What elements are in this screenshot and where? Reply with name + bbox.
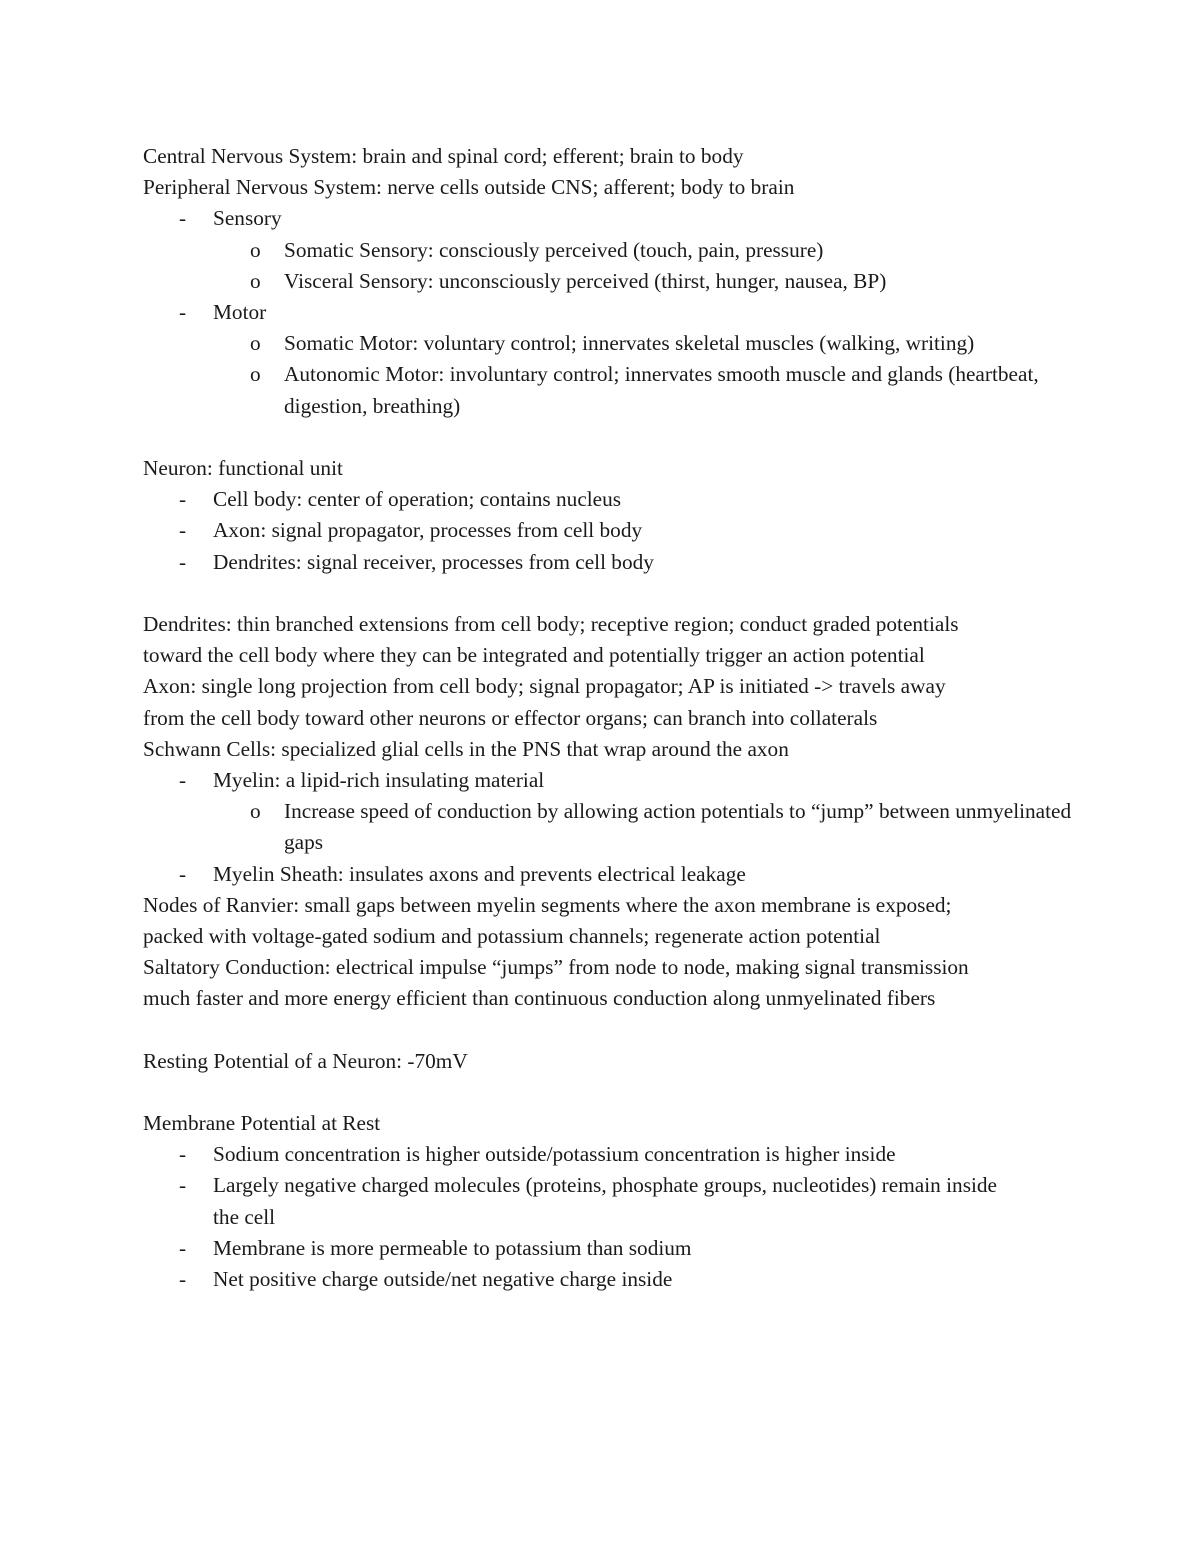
list-item-visceral-sensory xyxy=(143,266,1083,297)
list-item-somatic-sensory xyxy=(143,235,1083,266)
schwann-cells-definition: Schwann Cells: specialized glial cells in the PNS that wrap around the axon xyxy=(143,736,789,761)
circle-bullet: o xyxy=(250,331,261,356)
nodes-of-ranvier-line-1: Nodes of Ranvier: small gaps between myelin segments where the axon membrane is exposed; xyxy=(143,892,952,917)
list-item-text: Cell body: center of operation; contains nucleus xyxy=(213,487,622,512)
resting-potential: Resting Potential of a Neuron: -70mV xyxy=(143,1048,468,1073)
list-item-text: Dendrites: signal receiver, processes from cell body xyxy=(213,549,654,574)
dash-bullet: - xyxy=(179,767,187,792)
list-item-text: Sensory xyxy=(213,206,282,231)
neuron-heading: Neuron: functional unit xyxy=(143,455,343,480)
dash-bullet: - xyxy=(179,487,187,512)
list-item-text: Axon: signal propagator, processes from cell body xyxy=(213,518,643,543)
pns-definition: Peripheral Nervous System: nerve cells outside CNS; afferent; body to brain xyxy=(143,175,795,200)
list-item-text: Somatic Sensory: consciously perceived (touch, pain, pressure) xyxy=(284,237,824,262)
list-item-text: Increase speed of conduction by allowing action potentials to “jump” between unmyelinated gaps xyxy=(284,799,1072,855)
membrane-potential-heading: Membrane Potential at Rest xyxy=(143,1111,381,1136)
list-item-text: Autonomic Motor: involuntary control; innervates smooth muscle and glands (heartbeat, digestion, breathing) xyxy=(284,362,1039,418)
list-item-permeability xyxy=(143,1233,1083,1264)
spacer xyxy=(143,422,1083,453)
list-item-axon xyxy=(143,515,1083,546)
list-item-text: Net positive charge outside/net negative charge inside xyxy=(213,1267,673,1292)
dash-bullet: - xyxy=(179,1235,187,1260)
list-item-text: Visceral Sensory: unconsciously perceived (thirst, hunger, nausea, BP) xyxy=(284,268,887,293)
list-item-text: Somatic Motor: voluntary control; innervates skeletal muscles (walking, writing) xyxy=(284,331,975,356)
list-item-text: Membrane is more permeable to potassium than sodium xyxy=(213,1235,692,1260)
circle-bullet: o xyxy=(250,237,261,262)
circle-bullet: o xyxy=(250,799,261,824)
list-item-cell-body xyxy=(143,484,1083,515)
dash-bullet: - xyxy=(179,299,187,324)
spacer xyxy=(143,1014,1083,1045)
dash-bullet: - xyxy=(179,549,187,574)
saltatory-conduction-line-1: Saltatory Conduction: electrical impulse “jumps” from node to node, making signal transmission xyxy=(143,955,969,980)
axon-definition-line-2: from the cell body toward other neurons or effector organs; can branch into collaterals xyxy=(143,705,878,730)
cns-definition: Central Nervous System: brain and spinal cord; efferent; brain to body xyxy=(143,144,744,168)
axon-definition-line-1: Axon: single long projection from cell body; signal propagator; AP is initiated -> travels away xyxy=(143,674,946,699)
list-item-concentration xyxy=(143,1139,1083,1170)
list-item-sensory xyxy=(143,203,1083,234)
list-item-motor xyxy=(143,297,1083,328)
dash-bullet: - xyxy=(179,518,187,543)
dendrites-definition-line-2: toward the cell body where they can be integrated and potentially trigger an action potential xyxy=(143,643,925,668)
list-item-text: Largely negative charged molecules (proteins, phosphate groups, nucleotides) remain inside the cell xyxy=(213,1173,998,1229)
dash-bullet: - xyxy=(179,1267,187,1292)
list-item-text: Sodium concentration is higher outside/potassium concentration is higher inside xyxy=(213,1142,896,1167)
list-item-negative-molecules xyxy=(143,1170,1023,1232)
nodes-of-ranvier-line-2: packed with voltage-gated sodium and potassium channels; regenerate action potential xyxy=(143,923,881,948)
list-item-net-charge xyxy=(143,1264,1083,1295)
spacer xyxy=(143,578,1083,609)
document-body xyxy=(143,141,1083,1295)
list-item-text: Myelin: a lipid-rich insulating material xyxy=(213,767,545,792)
spacer xyxy=(143,1077,1083,1108)
list-item-somatic-motor xyxy=(143,328,1083,359)
list-item-dendrites xyxy=(143,547,1083,578)
list-item-myelin-sheath xyxy=(143,859,1083,890)
dash-bullet: - xyxy=(179,206,187,231)
dash-bullet: - xyxy=(179,861,187,886)
circle-bullet: o xyxy=(250,362,261,387)
list-item-text: Myelin Sheath: insulates axons and prevents electrical leakage xyxy=(213,861,746,886)
list-item-conduction-speed xyxy=(143,796,1084,858)
list-item-text: Motor xyxy=(213,299,267,324)
dash-bullet: - xyxy=(179,1173,187,1198)
circle-bullet: o xyxy=(250,268,261,293)
saltatory-conduction-line-2: much faster and more energy efficient than continuous conduction along unmyelinated fibers xyxy=(143,986,936,1011)
list-item-autonomic-motor xyxy=(143,359,1083,421)
dash-bullet: - xyxy=(179,1142,187,1167)
dendrites-definition-line-1: Dendrites: thin branched extensions from cell body; receptive region; conduct graded potentials xyxy=(143,611,959,636)
list-item-myelin xyxy=(143,765,1083,796)
